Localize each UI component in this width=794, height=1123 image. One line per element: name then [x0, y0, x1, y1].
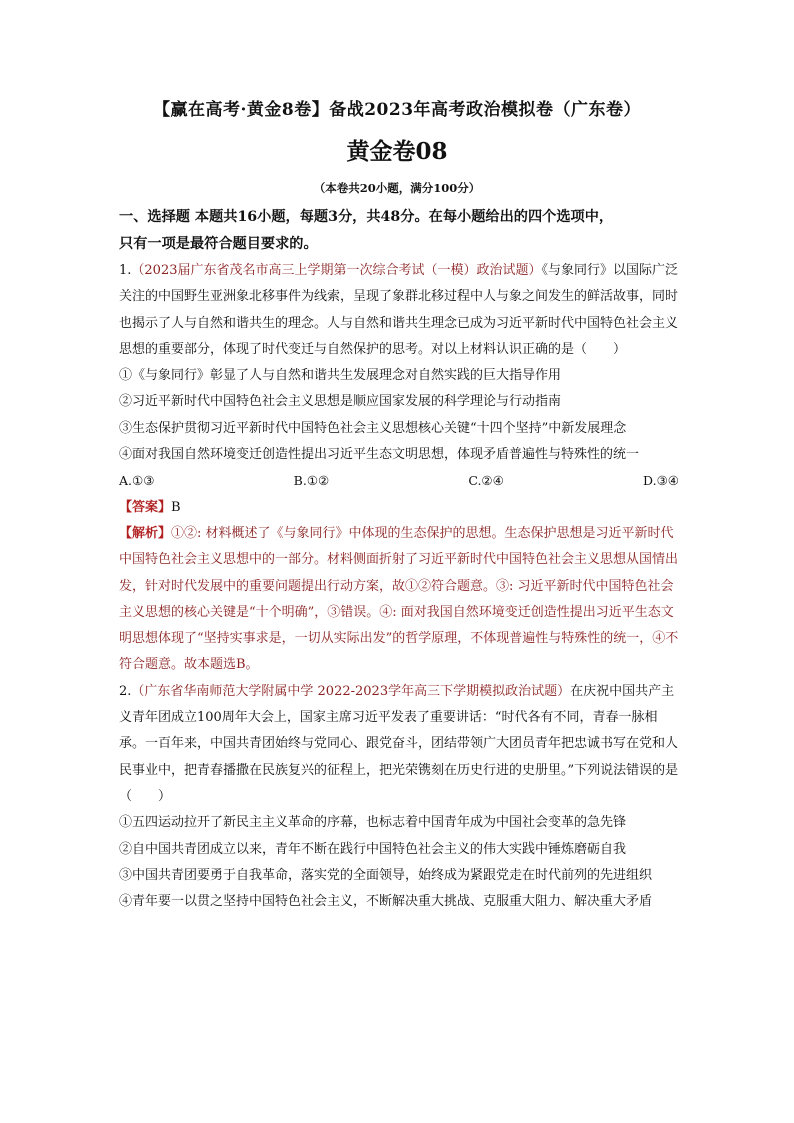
question-2-option-2: ②自中国共青团成立以来，青年不断在践行中国特色社会主义的伟大实践中锤炼磨砺自我 [119, 841, 627, 857]
question-1-answer [119, 495, 679, 521]
question-1-option-2: ②习近平新时代中国特色社会主义思想是顺应国家发展的科学理论与行动指南 [119, 394, 562, 410]
question-1-option-1: ①《与象同行》彰显了人与自然和谐共生发展理念对自然实践的巨大指导作用 [119, 368, 562, 384]
section-heading [119, 204, 679, 258]
volume-title: 黄金卷08 [346, 138, 448, 165]
question-2-number: 2. [119, 683, 132, 699]
choice-c: C.②④ [468, 473, 504, 489]
section-heading-line1: 一、选择题 本题共16小题，每题3分，共48分。在每小题给出的四个选项中， [119, 209, 614, 225]
analysis-label: 【解析】 [119, 525, 172, 541]
answer-value: B [171, 499, 181, 515]
question-1-analysis [119, 521, 679, 679]
question-1-option-3: ③生态保护贯彻习近平新时代中国特色社会主义思想核心关键“十四个坚持”中新发展理念 [119, 420, 627, 436]
question-2-source: （广东省华南师范大学附属中学 2022-2023学年高三下学期模拟政治试题） [131, 683, 571, 699]
answer-label: 【答案】 [119, 499, 172, 515]
question-2-text: 在庆祝中国共产主义青年团成立100周年大会上，国家主席习近平发表了重要讲话：“时代各有不同，青春一脉相承。一百年来，中国共青团始终与党同心、跟党奋斗，团结带领广大团员青年把忠诚书写在党和人民事业中，把青春播撒在民族复兴的征程上，把光荣镌刻在历史行进的史册里。”下列说法错误的是（ ） [119, 683, 679, 804]
section-heading-line2: 只有一项是最符合题目要求的。 [119, 236, 318, 252]
question-2-option-3: ③中国共青团要勇于自我革命，落实党的全面领导，始终成为紧跟党走在时代前列的先进组织 [119, 867, 653, 883]
question-2-stem [119, 679, 679, 810]
choice-d: D.③④ [643, 473, 679, 489]
question-1-source: （2023届广东省茂名市高三上学期第一次综合考试（一模）政治试题） [131, 263, 542, 278]
question-content [119, 204, 679, 915]
question-2-option-4: ④青年要一以贯之坚持中国特色社会主义，不断解决重大挑战、克服重大阻力、解决重大矛盾 [119, 894, 653, 910]
document-title: 【赢在高考·黄金8卷】备战2023年高考政治模拟卷（广东卷） [152, 100, 642, 120]
question-1-number: 1. [119, 263, 132, 278]
question-1-stem [119, 258, 679, 363]
question-2-option-1: ①五四运动拉开了新民主主义革命的序幕，也标志着中国青年成为中国社会变革的急先锋 [119, 815, 627, 831]
analysis-text: ①②: 材料概述了《与象同行》中体现的生态保护的思想。生态保护思想是习近平新时代中国特色社会主义思想中的一部分。材料侧面折射了习近平新时代中国特色社会主义思想从国情出发，针对时代发展中的重要问题提出行动方案，故①②符合题意。③: 习近平新时代中国特色社会主义思想的核心关键是“十个明确”，③错误。④: 面对我国自然环境变迁创造性提出习近平生态文明思想体现了“坚持实事求是，一切从实际出发”的哲学原理，不体现普遍性与特殊性的统一，④不符合题意。故本题选B。 [119, 525, 679, 673]
question-1-text: 《与象同行》以国际广泛关注的中国野生亚洲象北移事件为线索，呈现了象群北移过程中人与象之间发生的鲜活故事，同时也揭示了人与自然和谐共生的理念。人与自然和谐共生理念已成为习近平新时代中国特色社会主义思想的重要部分，体现了时代变迁与自然保护的思考。对以上材料认识正确的是（ ） [119, 263, 679, 357]
choice-b: B.①② [293, 473, 330, 489]
question-1-option-4: ④面对我国自然环境变迁创造性提出习近平生态文明思想，体现矛盾普遍性与特殊性的统一 [119, 447, 640, 463]
choice-a: A.①③ [119, 473, 155, 489]
question-1-choices [119, 468, 679, 494]
volume-note: （本卷共20小题，满分100分） [313, 181, 481, 195]
